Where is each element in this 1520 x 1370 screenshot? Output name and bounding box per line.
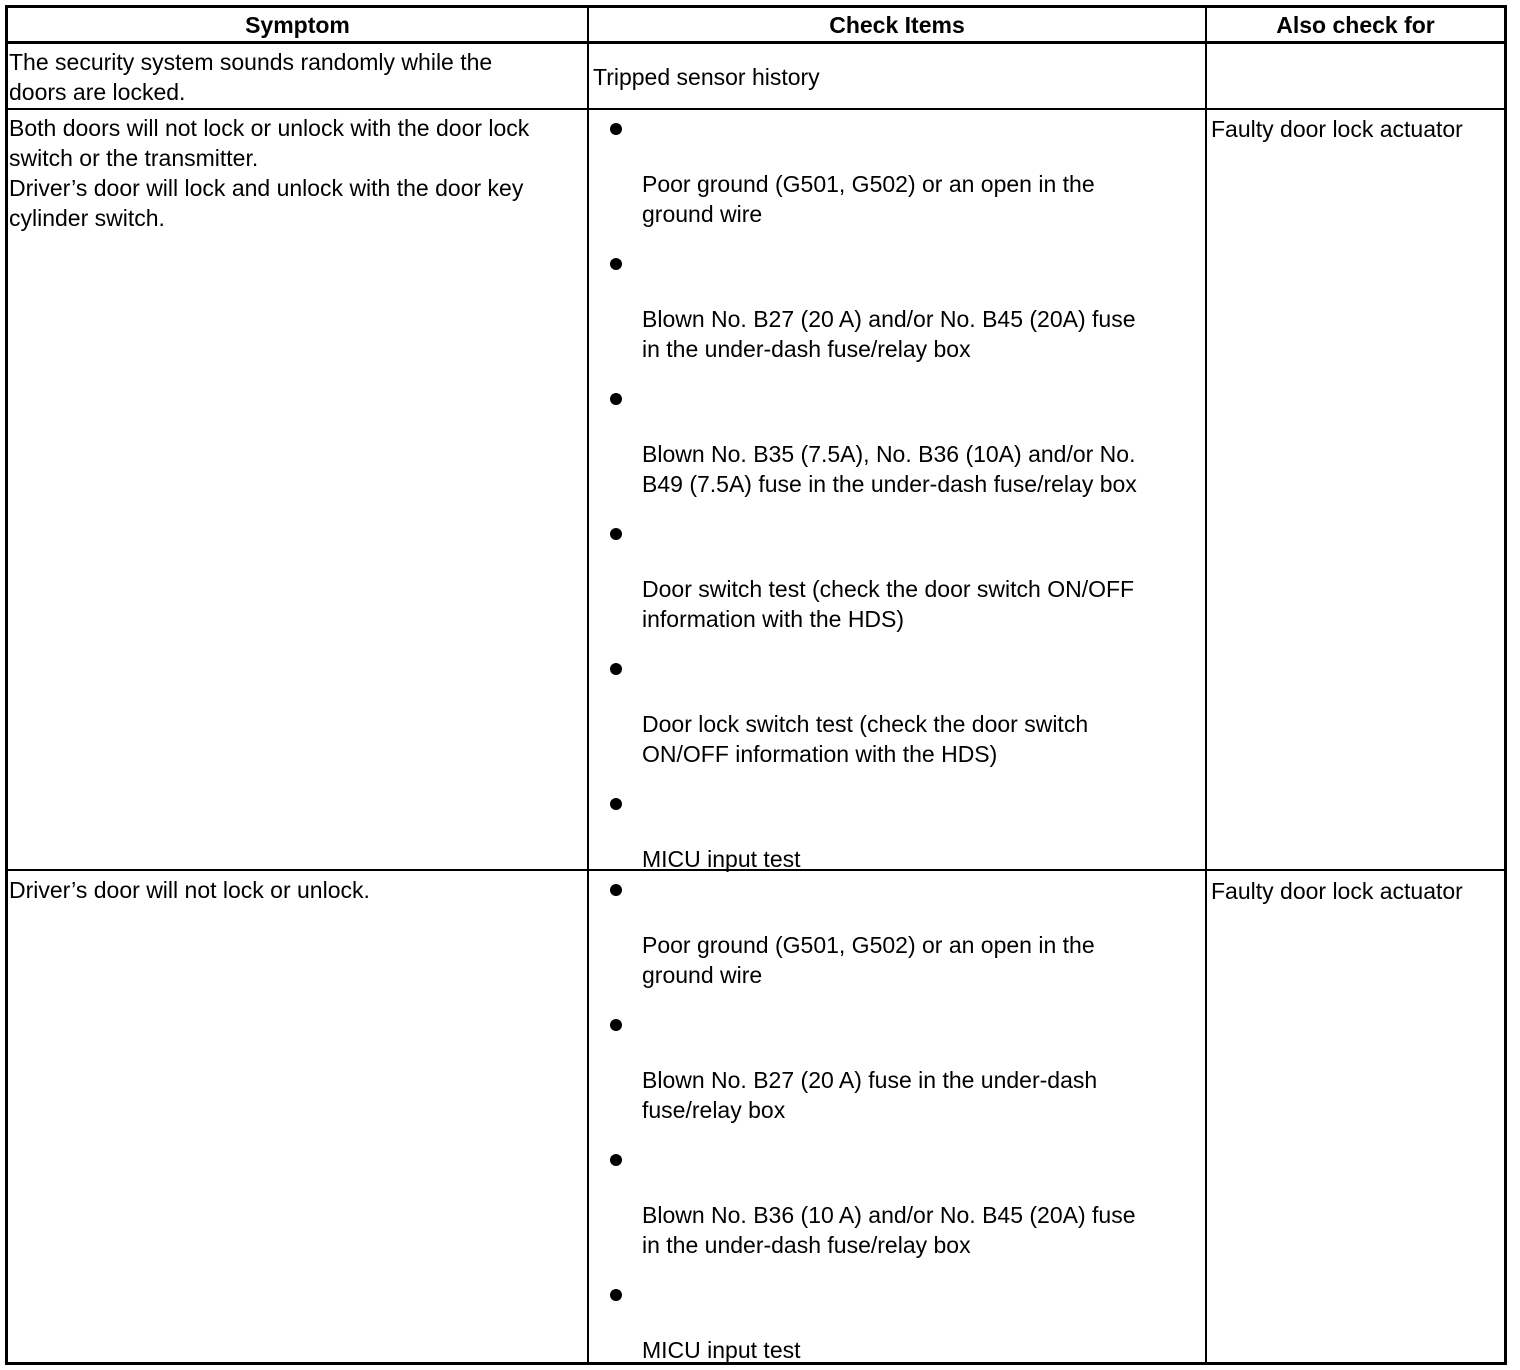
row-3-symptom: Driver’s door will not lock or unlock. <box>9 877 370 903</box>
row-2-symptom: Both doors will not lock or unlock with the door lock switch or the transmitter. Driver’s door will lock and unlock with the door key cylinder switch. <box>9 115 530 231</box>
row-2-check-item-4: Door switch test (check the door switch ON/OFF information with the HDS) <box>642 576 1135 632</box>
header-divider <box>5 41 1507 44</box>
bullet-icon <box>610 1019 622 1031</box>
row-2-check-item-5: Door lock switch test (check the door switch ON/OFF information with the HDS) <box>642 711 1089 767</box>
row-2-check-item-1: Poor ground (G501, G502) or an open in the ground wire <box>642 171 1095 227</box>
header-symptom: Symptom <box>245 12 350 38</box>
row-2-also-check: Faulty door lock actuator <box>1211 116 1463 142</box>
row-2-check-item-3: Blown No. B35 (7.5A), No. B36 (10A) and/or No. B49 (7.5A) fuse in the under-dash fuse/relay box <box>642 441 1137 497</box>
table-border-left <box>5 5 8 1365</box>
table-border-top <box>5 5 1507 8</box>
row-3-check-item-3: Blown No. B36 (10 A) and/or No. B45 (20A) fuse in the under-dash fuse/relay box <box>642 1202 1136 1258</box>
bullet-icon <box>610 393 622 405</box>
row-3-check-item-4: MICU input test <box>642 1337 801 1363</box>
row-1-check-item: Tripped sensor history <box>593 64 820 90</box>
bullet-icon <box>610 258 622 270</box>
bullet-icon <box>610 1154 622 1166</box>
row-3-check-item-2: Blown No. B27 (20 A) fuse in the under-dash fuse/relay box <box>642 1067 1098 1123</box>
row-divider-1 <box>5 108 1507 110</box>
row-1-symptom: The security system sounds randomly while the doors are locked. <box>9 49 493 105</box>
bullet-icon <box>610 663 622 675</box>
column-divider-1 <box>587 5 589 1365</box>
bullet-icon <box>610 1289 622 1301</box>
table-border-right <box>1504 5 1507 1365</box>
bullet-icon <box>610 123 622 135</box>
row-3-check-item-1: Poor ground (G501, G502) or an open in the ground wire <box>642 932 1095 988</box>
header-check-items: Check Items <box>829 12 965 38</box>
bullet-icon <box>610 528 622 540</box>
bullet-icon <box>610 884 622 896</box>
bullet-icon <box>610 798 622 810</box>
column-divider-2 <box>1205 5 1207 1365</box>
header-also-check: Also check for <box>1276 12 1435 38</box>
row-2-check-item-6: MICU input test <box>642 846 801 872</box>
row-2-check-item-2: Blown No. B27 (20 A) and/or No. B45 (20A) fuse in the under-dash fuse/relay box <box>642 306 1136 362</box>
row-3-also-check: Faulty door lock actuator <box>1211 878 1463 904</box>
